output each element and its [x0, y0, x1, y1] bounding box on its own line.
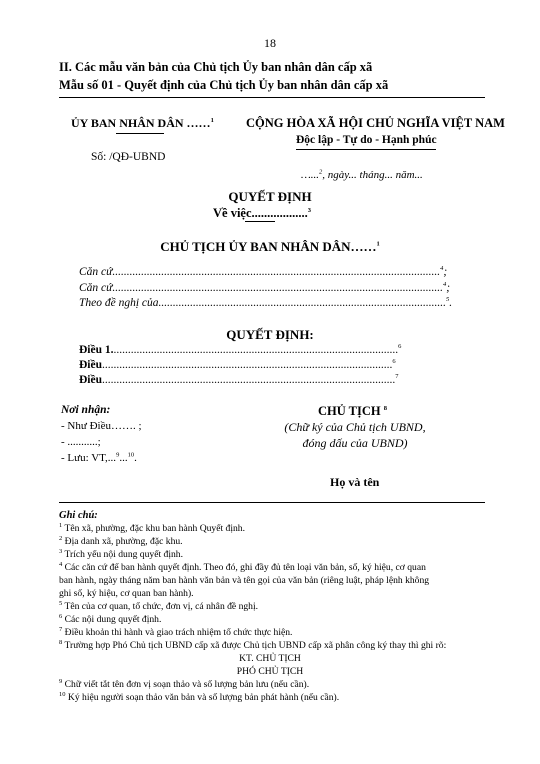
note-4-cont-2: ghi số, ký hiệu, cơ quan ban hành).	[59, 588, 194, 599]
article-2: Điều.....................................................................................................$^6$	[79, 358, 396, 371]
issuer-name: ỦY BAN NHÂN DÂN ……$^1$	[71, 116, 214, 130]
section-subheading: Mẫu số 01 - Quyết định của Chủ tịch Ủy ban nhân dân cấp xã	[59, 78, 389, 92]
recipient-item-1: - Như Điều……. ;	[61, 420, 142, 432]
section-heading: II. Các mẫu văn bản của Chủ tịch Ủy ban nhân dân cấp xã	[59, 60, 373, 74]
subject-underline	[245, 221, 275, 222]
signer-name: Họ và tên	[330, 475, 380, 489]
page-number: 18	[264, 36, 276, 50]
document-subject: Về việc..................$^3$	[213, 206, 312, 220]
section-divider	[59, 97, 485, 98]
note-3: $^3$ Trích yếu nội dung quyết định.	[59, 547, 183, 560]
kt-line-1: KT. CHỦ TỊCH	[239, 653, 301, 664]
article-1: Điều 1....................................................................................................$^6$	[79, 343, 402, 356]
note-7: $^7$ Điều khoản thi hành và giao trách nhiệm tổ chức thực hiện.	[59, 625, 293, 638]
basis-line-3: Theo đề nghị của....................................................................................................$^5$.	[79, 296, 453, 309]
place-date: …...$^2$, ngày... tháng... năm...	[301, 168, 423, 181]
recipients-title: Nơi nhận:	[61, 404, 111, 416]
recipient-item-3: - Lưu: VT,...$^9$...$^{10}$.	[61, 451, 137, 464]
note-6: $^6$ Các nội dung quyết định.	[59, 612, 162, 625]
signature-note-2: đóng dấu của UBND)	[302, 436, 408, 450]
motto-underline	[296, 149, 436, 150]
note-10: $^{10}$ Ký hiệu người soạn thảo văn bản và số lượng bản phát hành (nếu cần).	[59, 690, 340, 703]
signer-title: CHỦ TỊCH $^8$	[318, 404, 388, 418]
decision-heading: QUYẾT ĐỊNH:	[226, 327, 314, 342]
document-type-title: QUYẾT ĐỊNH	[228, 189, 312, 204]
issuer-underline	[116, 133, 164, 134]
note-9: $^9$ Chữ viết tắt tên đơn vị soạn thảo và số lượng bản lưu (nếu cần).	[59, 677, 310, 690]
note-5: $^5$ Tên của cơ quan, tổ chức, đơn vị, cá nhân đề nghị.	[59, 599, 259, 612]
signature-note-1: (Chữ ký của Chủ tịch UBND,	[284, 420, 426, 434]
note-1: $^1$ Tên xã, phường, đặc khu ban hành Quyết định.	[59, 521, 245, 534]
note-2: $^2$ Địa danh xã, phường, đặc khu.	[59, 534, 183, 547]
notes-divider	[59, 502, 485, 503]
document-number: Số: /QĐ-UBND	[91, 151, 166, 163]
motto: Độc lập - Tự do - Hạnh phúc	[296, 134, 437, 146]
recipient-item-2: - ...........;	[61, 436, 101, 448]
kt-line-2: PHÓ CHỦ TỊCH	[236, 666, 304, 677]
basis-line-1: Căn cứ..................................................................................................................$^4$;	[79, 265, 448, 278]
article-3: Điều......................................................................................................$^7$	[79, 373, 399, 386]
note-4: $^4$ Các căn cứ để ban hành quyết định. Theo đó, ghi đầy đủ tên loại văn bản, số, ký hiệu, cơ quan	[59, 560, 426, 573]
issuing-authority: CHỦ TỊCH ỦY BAN NHÂN DÂN……$^1$	[160, 239, 380, 254]
country-name: CỘNG HÒA XÃ HỘI CHỦ NGHĨA VIỆT NAM	[246, 116, 505, 130]
note-4-cont-1: ban hành, ngày tháng năm ban hành văn bản và tên gọi của văn bản (riêng luật, pháp lệnh không	[59, 575, 430, 586]
notes-title: Ghi chú:	[59, 510, 98, 521]
basis-line-2: Căn cứ...................................................................................................................$^4$;	[79, 281, 451, 294]
note-8: $^8$ Trường hợp Phó Chủ tịch UBND cấp xã được Chủ tịch UBND cấp xã phân công ký thay thì ghi rõ:	[59, 638, 447, 651]
